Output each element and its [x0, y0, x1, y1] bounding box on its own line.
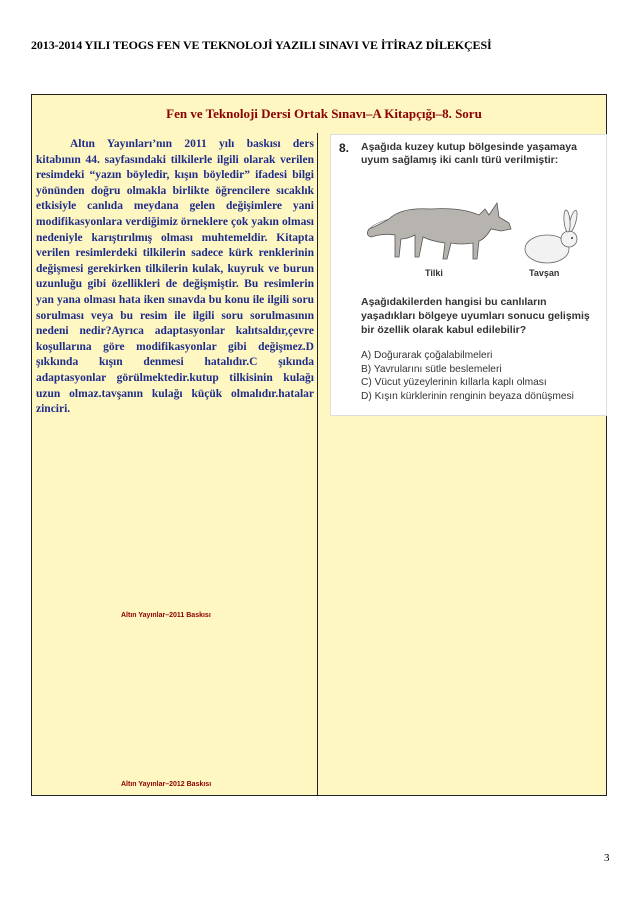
- caption-2012-edition: Altın Yayınlar–2012 Baskısı: [121, 781, 212, 788]
- objection-text: Altın Yayınları’nın 2011 yılı baskısı ders kitabının 44. sayfasındaki tilkilerle ilgili olarak verilen resimdeki “yazın böyledir, kışın böyledir” ifadesi bilgi yönünden doğru olmakla birlikte öğrencilere sıcaklık etkisiyle canlıda meydana gelen değişimlere yani modifikasyonlara verdiğimiz örneklere çok yakın olması nedeniyle karıştırılmış olması muhtemeldir. Kitapta verilen resimlerdeki tilkilerin sadece kürk renklerinin değişmesi gerekirken tilkilerin kulak, kuyruk ve burun uzunluğu gibi özellikleri de değişmiştir. Bu resimlerin yan yana olması hata iken sınavda bu konu ile ilgili soru sorulması veya bu resim ile ilgili soru sorulmasının nedeni nedir?Ayrıca adaptasyonlar kalıtsaldır,çevre koşullarına göre modifikasyonlar gibi değişmez.D şıkkında kışın denmesi hatalıdır.C şıkında adaptasyonlar görülmektedir.kutup tilkisinin kulağı uzun olmaz.tavşanın kulağı küçük olmalıdır.hatalar zinciri.: [36, 138, 314, 416]
- fox-label: Tilki: [425, 268, 443, 278]
- section-title-row: [32, 95, 606, 134]
- page-number: 3: [604, 852, 610, 864]
- section-title: Fen ve Teknoloji Dersi Ortak Sınavı–A Kitapçığı–8. Soru: [166, 106, 482, 121]
- rabbit-icon: [525, 210, 579, 263]
- option-a: A) Doğurarak çoğalabilmeleri: [361, 350, 493, 361]
- objection-column: [32, 133, 318, 795]
- fox-rabbit-illustration: [361, 179, 599, 279]
- question-number: 8.: [339, 141, 350, 155]
- fox-icon: [367, 203, 511, 259]
- question-prompt: Aşağıdakilerden hangisi bu canlıların yaşadıkları bölgeye uyumları sonucu gelişmiş bir özellik olarak kabul edilebilir?: [361, 296, 590, 336]
- exam-question-image: [330, 134, 607, 416]
- document-header: 2013-2014 YILI TEOGS FEN VE TEKNOLOJİ YAZILI SINAVI VE İTİRAZ DİLEKÇESİ: [31, 38, 492, 52]
- caption-2011-edition: Altın Yayınlar–2011 Baskısı: [121, 612, 211, 619]
- option-c: C) Vücut yüzeylerinin kıllarla kaplı olması: [361, 377, 547, 388]
- option-d: D) Kışın kürklerinin renginin beyaza dönüşmesi: [361, 390, 574, 402]
- option-b: B) Yavrularını sütle beslemeleri: [361, 363, 502, 375]
- question-stem: Aşağıda kuzey kutup bölgesinde yaşamaya uyum sağlamış iki canlı türü verilmiştir:: [361, 141, 577, 166]
- rabbit-label: Tavşan: [529, 268, 560, 278]
- answer-options: [361, 349, 606, 403]
